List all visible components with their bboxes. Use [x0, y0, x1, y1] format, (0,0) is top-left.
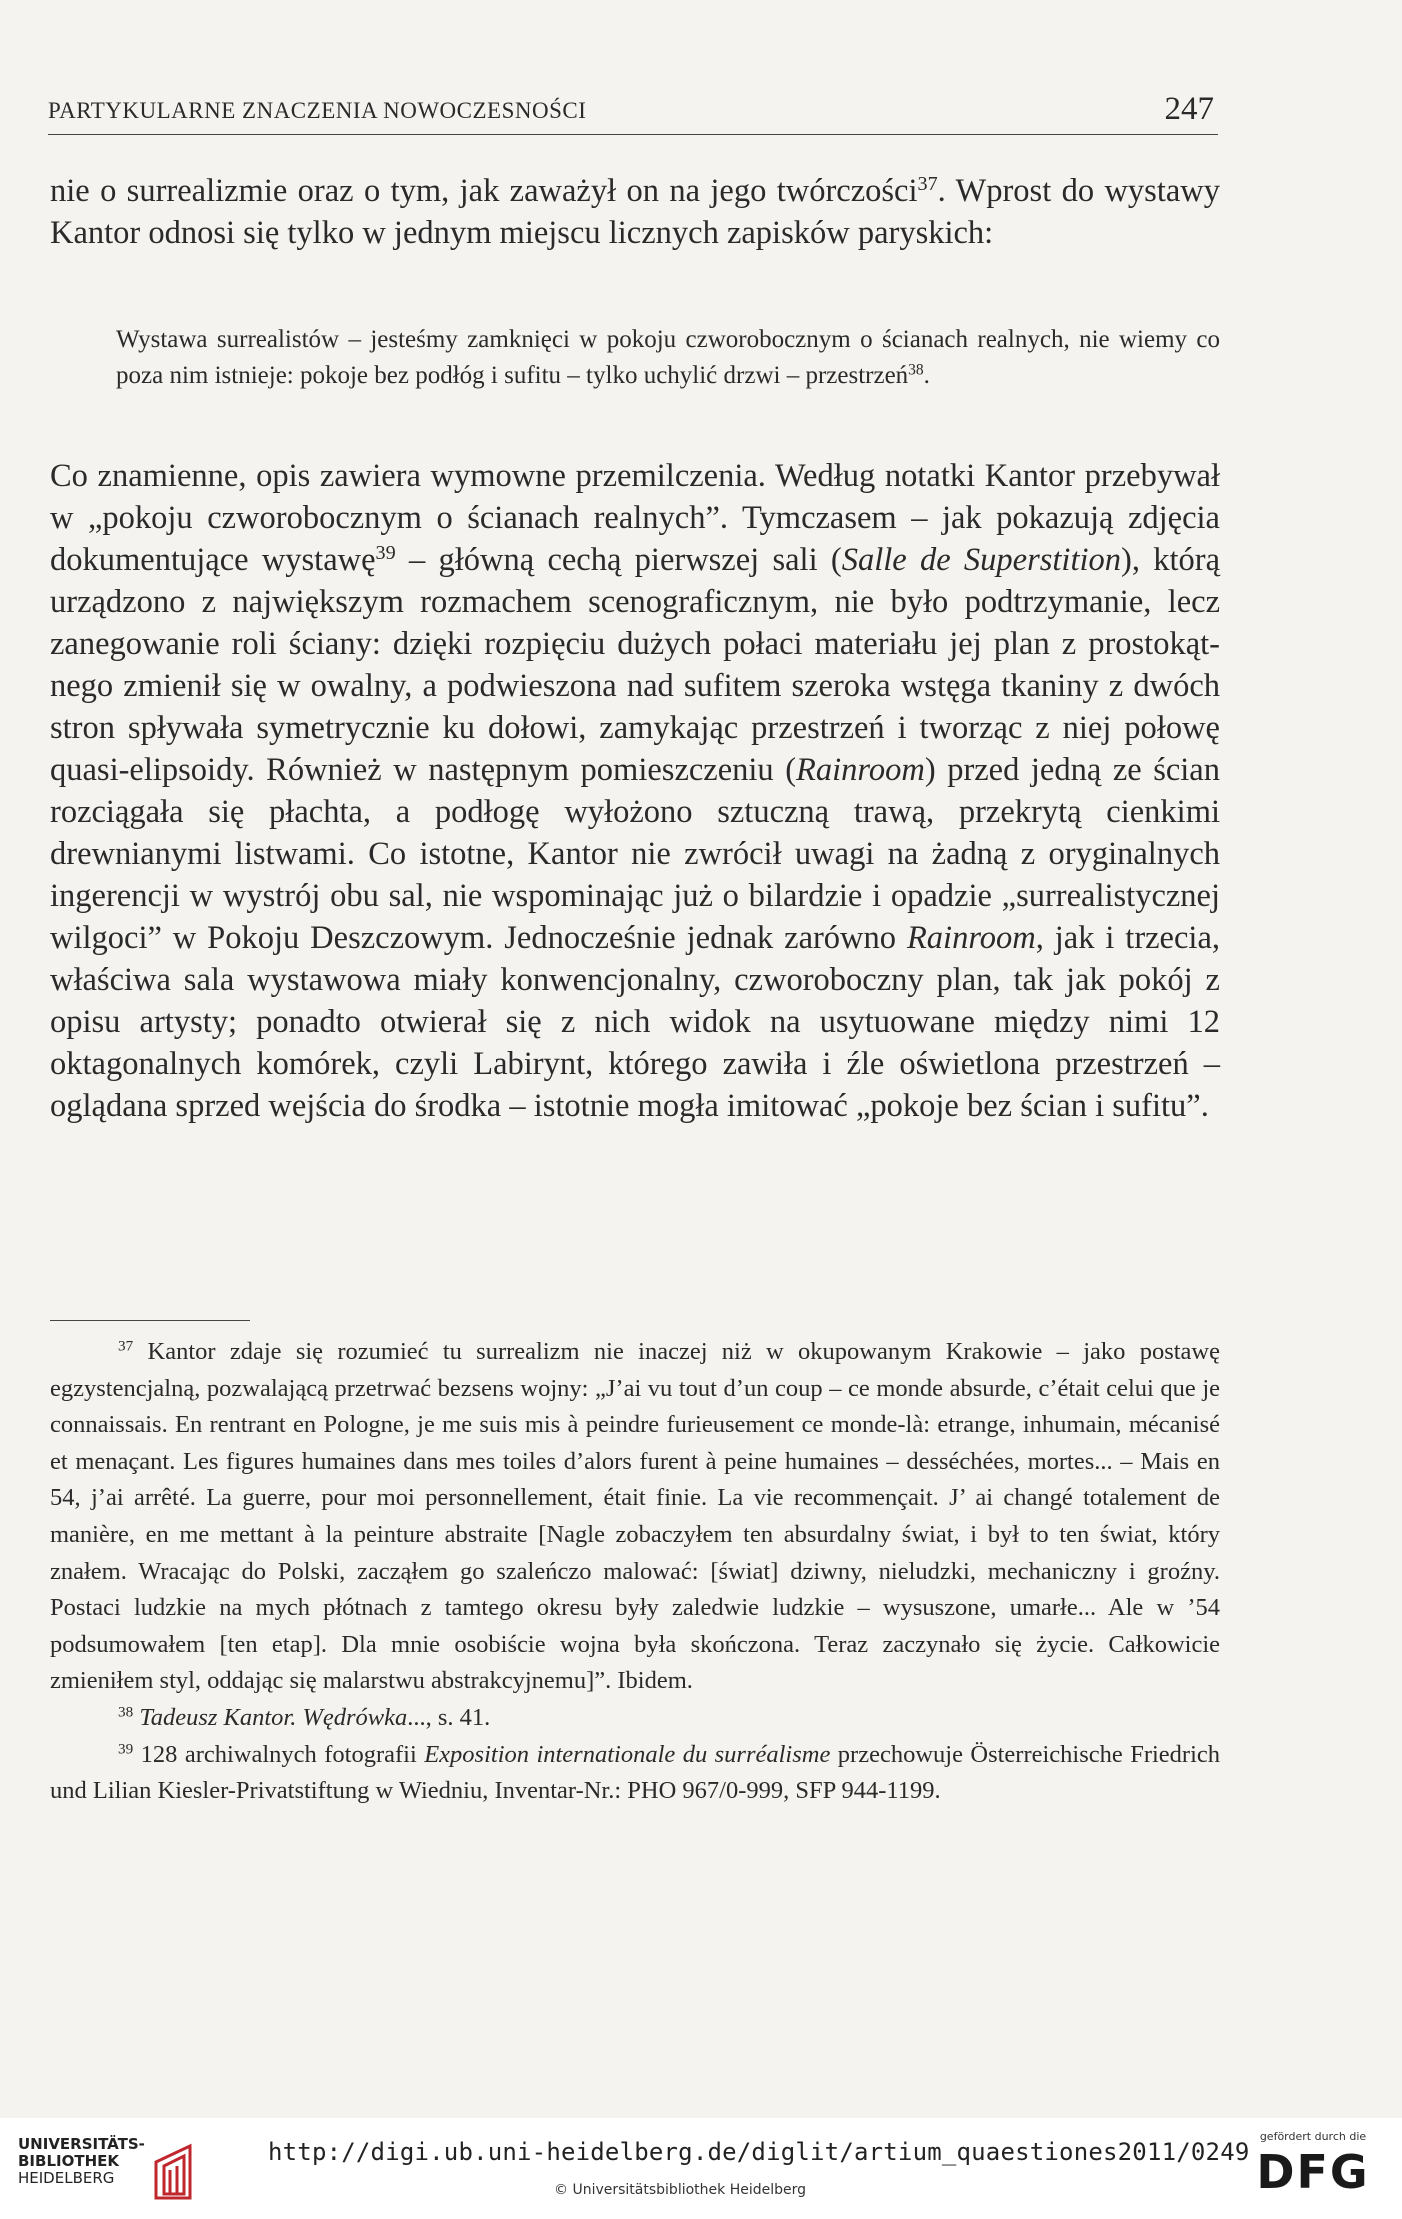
funder-logo[interactable] — [1238, 2130, 1388, 2210]
dfg-logo-text: DFG — [1256, 2145, 1370, 2199]
digitization-footer — [0, 2118, 1402, 2219]
library-name-line: BIBLIOTHEK — [18, 2152, 119, 2170]
library-name-line: HEIDELBERG — [18, 2169, 115, 2187]
paragraph-text: , jak i trzecia, właściwa sala wystawowa miały konwencjonalny, czworoboczny plan, tak jak pokój z opisu artysty; ponadto otwierał się z nich widok na usytuowane między nimi 12 oktagonalnych komórek, czyli Labirynt, którego zawiła i źle oświetlona przestrzeń – oglądana sprzed wejścia do środka – istotnie mogła imitować „pokoje bez ścian i sufitu”. — [50, 920, 1220, 1124]
library-name-line: UNIVERSITÄTS- — [18, 2135, 145, 2153]
paragraph-2 — [50, 455, 1220, 1127]
paragraph-text: ) przed jedną ze ścian rozciągała się płachta, a podłogę wyłożono sztuczną trawą, przekrytą cienkimi drewnianymi listwami. Co istotne, Kantor nie zwrócił uwagi na żadną z oryginalnych ingerencji w wystrój obu sal, nie wspominając już o bilardzie i opadzie „surrealistycznej wilgoci” w Pokoju Deszczowym. Jednocześnie jednak zarówno — [50, 752, 1220, 956]
italic-title: Rainroom — [906, 920, 1036, 956]
paragraph-text: nie o surrealizmie oraz o tym, jak zaważył on na jego twórczości — [50, 173, 918, 209]
footnote-38 — [50, 1700, 1220, 1737]
paragraph-text: – główną cechą pierwszej sali ( — [395, 542, 842, 578]
footnotes — [50, 1334, 1220, 1810]
footnote-number: 38 — [118, 1703, 134, 1721]
italic-title: Rainroom — [796, 752, 925, 788]
quote-end: . — [923, 362, 930, 389]
footnote-ref-37[interactable]: 37 — [917, 172, 938, 195]
footnote-text: Kantor zdaje się rozumieć tu surrealizm nie inaczej niż w okupowanym Krakowie – jako postawę egzystencjalną, pozwalającą przetrwać bezsens wojny: „J’ai vu tout d’un coup – ce monde absurde, c’était celui que je connaissais. En rentrant en Pologne, je me suis mis à peindre furieusement ce monde-là: etrange, inhumain, mécanisé et menaçant. Les figures humaines dans mes toiles d’alors furent à peine humaines – desséchées, mortes... – Mais en 54, j’ai arrêté. La guerre, pour moi personnellement, était finie. La vie recommençait. J’ ai changé totalement de manière, en me mettant à la peinture abstraite [Nagle zobaczyłem ten absurdalny świat, i był to ten świat, który znałem. Wracając do Polski, zacząłem go szaleńczo malować: [świat] dziwny, nieludzki, mechaniczny i groźny. Postaci ludzkie na mych płótnach z tamtego okresu były zaledwie ludzkie – wysuszone, umarłe... Ale w ’54 podsumowałem [ten etap]. Dla mnie osobiście wojna była skończona. Teraz zaczynało się życie. Całkowicie zmieniłem styl, oddając się malarstwu abstrakcyjnemu]”. Ibidem. — [50, 1338, 1220, 1695]
paragraph-text: Co znamienne, opis zawiera wymowne przemilczenia. Według notatki Kantor przebywał w „pokoju czworobocznym o ścianach realnych”. Tymczasem – jak pokazują zdjęcia dokumentujące wystawę — [50, 458, 1220, 578]
funding-caption: gefördert durch die — [1259, 2130, 1367, 2143]
italic-title: Salle de Superstition — [841, 542, 1122, 578]
block-quote — [116, 322, 1220, 394]
paragraph-text: ), którą urządzono z największym rozmachem scenograficznym, nie było podtrzymanie, lecz zanegowanie roli ściany: dzięki rozpięciu dużych połaci materiału jej plan z prostokątnego zmienił się w owalny, a podwieszona nad sufitem szeroka wstęga tkaniny z dwóch stron spływała symetrycznie ku dołowi, zamykając przestrzeń i tworząc z niej połowę quasi-elipsoidy. Również w następnym pomieszczeniu ( — [50, 542, 1221, 788]
paragraph-text: . Wprost do wystawy Kantor odnosi się tylko w jednym miejscu licznych zapisków paryskich: — [50, 173, 1220, 251]
running-title: PARTYKULARNE ZNACZENIA NOWOCZESNOŚCI — [48, 98, 587, 123]
copyright-notice: © Universitätsbibliothek Heidelberg — [554, 2182, 807, 2198]
running-head — [48, 78, 1218, 135]
permalink-url[interactable]: http://digi.ub.uni-heidelberg.de/diglit/artium_quaestiones2011/0249 — [268, 2138, 1250, 2166]
footnote-39 — [50, 1737, 1220, 1810]
library-emblem-icon — [150, 2140, 204, 2202]
paragraph-1 — [50, 170, 1220, 254]
footnote-number: 39 — [118, 1740, 134, 1758]
footnote-divider — [50, 1320, 250, 1321]
page-number: 247 — [1164, 91, 1214, 127]
footnote-text: ..., s. 41. — [407, 1703, 491, 1731]
footnote-37 — [50, 1334, 1220, 1700]
footnote-italic: Tadeusz Kantor. Wędrówka — [133, 1703, 408, 1731]
library-logo[interactable] — [18, 2136, 208, 2206]
footnote-text: przechowuje Österreichische Friedrich und Lilian Kiesler-Privatstiftung w Wiedniu, Inventar-Nr.: PHO 967/0-999, SFP 944-1199. — [50, 1740, 1221, 1805]
quote-text: Wystawa surrealistów – jesteśmy zamknięci w pokoju czworobocznym o ścianach realnych, nie wiemy co poza nim istnieje: pokoje bez podłóg i sufitu – tylko uchylić drzwi – przestrzeń — [116, 326, 1220, 389]
footnote-ref-39[interactable]: 39 — [375, 541, 396, 564]
footnote-italic: Exposition internationale du surréalisme — [424, 1740, 831, 1768]
footnote-ref-38[interactable]: 38 — [908, 361, 924, 379]
footnote-text: 128 archiwalnych fotografii — [133, 1740, 425, 1768]
footnote-number: 37 — [118, 1337, 134, 1355]
